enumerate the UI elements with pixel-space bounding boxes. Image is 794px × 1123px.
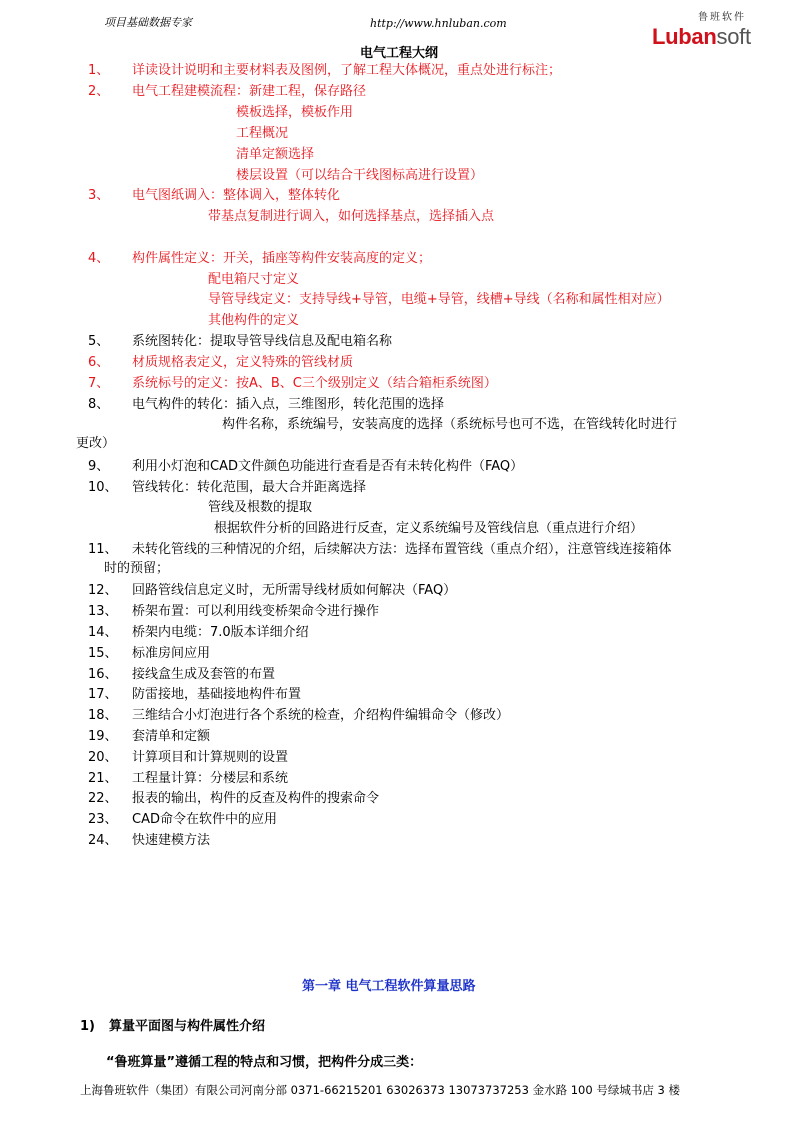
outline-subitem: 导管导线定义：支持导线+导管，电缆+导管，线槽+导线（名称和属性相对应） — [208, 292, 670, 307]
outline-subitem: 其他构件的定义 — [208, 313, 300, 328]
page-footer: 上海鲁班软件（集团）有限公司河南分部 0371-66215201 63026373 13073737253 金水路 100 号绿城书店 3 楼 — [80, 1083, 680, 1097]
intro-paragraph: “鲁班算量”遵循工程的特点和习惯，把构件分成三类： — [106, 1055, 423, 1070]
outline-subitem: 工程概况 — [236, 126, 289, 141]
header-tagline: 项目基础数据专家 — [104, 16, 192, 29]
header-url[interactable]: http://www.hnluban.com — [370, 17, 507, 30]
outline-subitem: 带基点复制进行调入，如何选择基点，选择插入点 — [208, 209, 495, 224]
outline-subitem: 模板选择，模板作用 — [236, 105, 354, 120]
outline-subitem: 时的预留； — [104, 561, 170, 576]
outline-subitem: 配电箱尺寸定义 — [208, 272, 300, 287]
outline-subitem: 根据软件分析的回路进行反查，定义系统编号及管线信息（重点进行介绍） — [214, 521, 644, 536]
outline-subitem: 楼层设置（可以结合干线图标高进行设置） — [236, 168, 484, 183]
outline-subitem: 清单定额选择 — [236, 147, 315, 162]
outline-subitem: 更改） — [76, 436, 116, 451]
logo-chinese-text: 鲁班软件 — [698, 12, 746, 23]
outline-subitem: 构件名称，系统编号，安装高度的选择（系统标号也可不选，在管线转化时进行 — [222, 417, 678, 432]
logo-english-text: Lubansoft — [652, 24, 751, 49]
chapter-title: 第一章 电气工程软件算量思路 — [302, 979, 476, 994]
outline-subitem: 管线及根数的提取 — [208, 500, 313, 515]
luban-logo — [652, 8, 752, 54]
section-heading: 1) 算量平面图与构件属性介绍 — [80, 1019, 266, 1034]
document-title: 电气工程大纲 — [360, 46, 439, 61]
